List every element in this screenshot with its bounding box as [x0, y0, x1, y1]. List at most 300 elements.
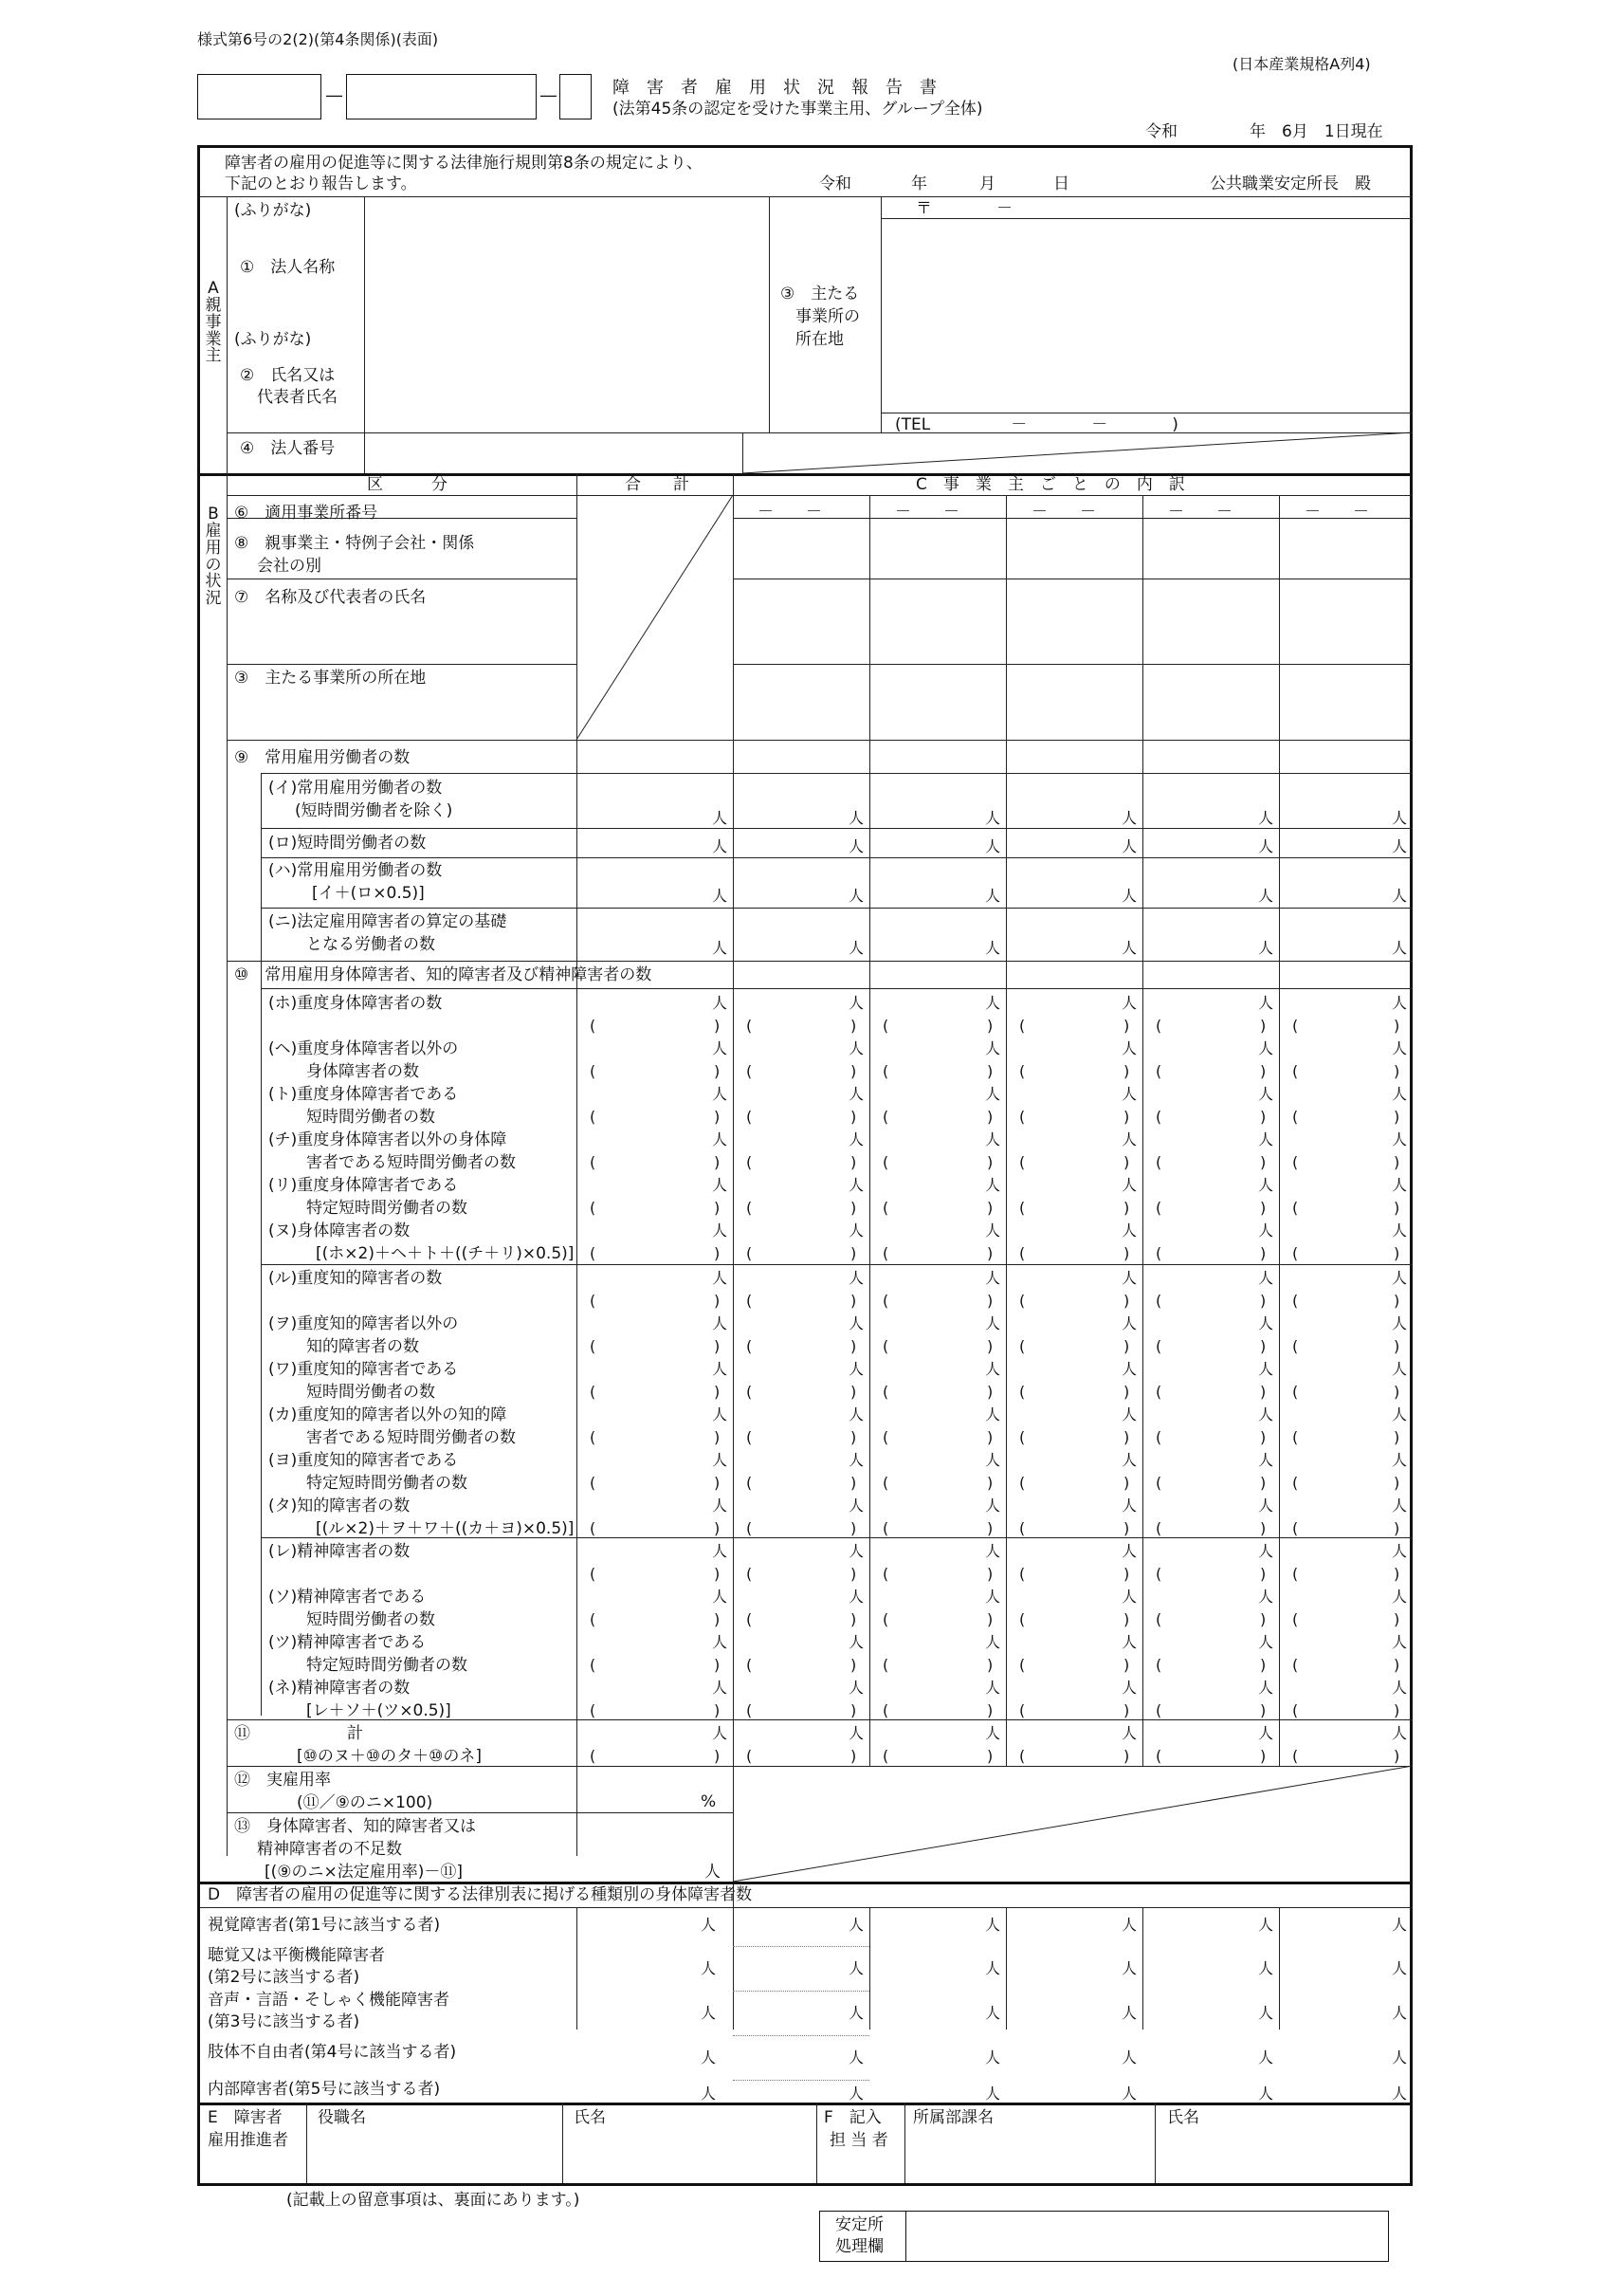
row-tsu-label-2: 特定短時間労働者の数	[306, 1656, 467, 1675]
unit-person: 人	[1258, 809, 1274, 827]
paren-close: )	[714, 1108, 721, 1126]
paren-close: )	[987, 1108, 994, 1126]
paren-open: (	[1292, 1017, 1299, 1035]
f-label-2: 担 当 者	[830, 2131, 888, 2150]
paren-open: (	[746, 1656, 753, 1674]
unit-person: 人	[1392, 1679, 1408, 1697]
e-label-1: E 障害者	[208, 2108, 283, 2127]
unit-person: 人	[1258, 1269, 1274, 1287]
paren-close: )	[1123, 1244, 1130, 1262]
row-wa-label-2: 短時間労働者の数	[306, 1383, 435, 1402]
unit-person: 人	[1122, 1360, 1138, 1378]
date-year: 年	[1250, 122, 1266, 141]
paren-close: )	[1260, 1244, 1267, 1262]
row-wo-label-2: 知的障害者の数	[306, 1337, 419, 1356]
paren-close: )	[1123, 1474, 1130, 1492]
paren-close: )	[1260, 1108, 1267, 1126]
paren-open: (	[1292, 1292, 1299, 1310]
paren-open: (	[1292, 1701, 1299, 1719]
row-to-label-1: (ト)重度身体障害者である	[268, 1085, 459, 1104]
unit-person: 人	[1122, 1497, 1138, 1515]
paren-close: )	[1394, 1199, 1400, 1217]
paren-close: )	[987, 1017, 994, 1035]
row-ha-label-1: (ハ)常用雇用労働者の数	[268, 861, 443, 880]
paren-open: (	[883, 1337, 889, 1355]
paren-open: (	[1292, 1337, 1299, 1355]
tel-field[interactable]: (TEL － － )	[895, 415, 1178, 434]
col-header-c: C 事 業 主 ご と の 内 訳	[916, 475, 1185, 494]
paren-close: )	[1260, 1656, 1267, 1674]
row-11-label-2: [⑩のヌ＋⑩のタ＋⑩のネ]	[297, 1747, 482, 1766]
unit-person: 人	[985, 1588, 1001, 1606]
unit-person: 人	[849, 1360, 865, 1378]
unit-person: 人	[985, 1959, 1001, 1977]
unit-person: 人	[1392, 1176, 1408, 1194]
paren-open: (	[1156, 1747, 1162, 1765]
row-yo-label-2: 特定短時間労働者の数	[306, 1474, 467, 1493]
paren-open: (	[883, 1244, 889, 1262]
paren-open: (	[746, 1337, 753, 1355]
unit-person: 人	[712, 1269, 728, 1287]
paren-open: (	[746, 1428, 753, 1446]
paren-open: (	[590, 1610, 596, 1628]
main-addr-label-3: 所在地	[795, 330, 844, 349]
row-he-label-2: 身体障害者の数	[306, 1062, 419, 1081]
furigana-2: (ふりがな)	[234, 330, 312, 349]
unit-person: 人	[1392, 1130, 1408, 1148]
unit-person: 人	[985, 1497, 1001, 1515]
row-10-label: ⑩ 常用雇用身体障害者、知的障害者及び精神障害者の数	[234, 965, 652, 984]
paren-close: )	[850, 1610, 857, 1628]
date-day: 6月 1日現在	[1282, 122, 1383, 141]
paren-open: (	[1156, 1701, 1162, 1719]
office-code-box-3[interactable]	[559, 74, 592, 119]
paren-open: (	[746, 1383, 753, 1401]
unit-person: 人	[985, 2048, 1001, 2066]
paren-close: )	[1123, 1337, 1130, 1355]
paren-open: (	[746, 1153, 753, 1171]
unit-person: 人	[712, 1039, 728, 1057]
paren-close: )	[1123, 1565, 1130, 1583]
paren-close: )	[1394, 1337, 1400, 1355]
paren-close: )	[850, 1474, 857, 1492]
main-addr-label-1: ③ 主たる	[780, 285, 860, 303]
paren-close: )	[850, 1747, 857, 1765]
unit-person: 人	[1122, 2048, 1138, 2066]
unit-person: 人	[1258, 1221, 1274, 1240]
office-no-dash: － －	[1032, 503, 1096, 522]
paren-open: (	[746, 1292, 753, 1310]
paren-close: )	[987, 1656, 994, 1674]
unit-person: 人	[849, 2004, 865, 2022]
report-table	[197, 145, 1413, 2186]
paren-close: )	[987, 1337, 994, 1355]
unit-person: 人	[1258, 1085, 1274, 1103]
paren-open: (	[746, 1062, 753, 1080]
d-hearing-label-1: 聴覚又は平衡機能障害者	[208, 1946, 385, 1965]
addressee: 公共職業安定所長 殿	[1210, 174, 1371, 193]
paren-open: (	[1156, 1337, 1162, 1355]
paren-close: )	[1260, 1337, 1267, 1355]
paren-open: (	[1019, 1519, 1026, 1537]
paren-open: (	[1019, 1610, 1026, 1628]
paren-close: )	[1123, 1610, 1130, 1628]
unit-person: 人	[1258, 2085, 1274, 2103]
paren-close: )	[1123, 1292, 1130, 1310]
paren-close: )	[714, 1747, 721, 1765]
row-i-label-2: (短時間労働者を除く)	[295, 801, 453, 820]
paren-close: )	[1260, 1610, 1267, 1628]
unit-person: 人	[712, 1497, 728, 1515]
unit-person: 人	[1258, 939, 1274, 957]
row-ka-label-1: (カ)重度知的障害者以外の知的障	[268, 1405, 507, 1424]
unit-person: 人	[1122, 1916, 1138, 1934]
paren-close: )	[987, 1383, 994, 1401]
paren-close: )	[1394, 1292, 1400, 1310]
paren-close: )	[850, 1383, 857, 1401]
paren-close: )	[714, 1153, 721, 1171]
unit-person: 人	[1258, 994, 1274, 1012]
furigana-1: (ふりがな)	[234, 201, 312, 220]
d-hearing-label-2: (第2号に該当する者)	[208, 1968, 360, 1987]
row-to-label-2: 短時間労働者の数	[306, 1108, 435, 1127]
f-label-1: F 記入	[824, 2108, 882, 2127]
row-ri-label-1: (リ)重度身体障害者である	[268, 1176, 459, 1195]
unit-person: 人	[712, 1130, 728, 1148]
paren-close: )	[1394, 1610, 1400, 1628]
unit-person: 人	[712, 1176, 728, 1194]
paren-close: )	[1394, 1656, 1400, 1674]
paren-open: (	[1292, 1610, 1299, 1628]
unit-person: 人	[849, 1221, 865, 1240]
paren-close: )	[714, 1337, 721, 1355]
postal-code[interactable]: 〒 －	[916, 199, 1013, 218]
unit-person: 人	[1122, 1542, 1138, 1560]
paren-open: (	[746, 1108, 753, 1126]
unit-person: 人	[712, 994, 728, 1012]
paren-close: )	[714, 1017, 721, 1035]
unit-person: 人	[1392, 1405, 1408, 1424]
paren-open: (	[1019, 1199, 1026, 1217]
unit-person: 人	[1258, 2004, 1274, 2022]
dash: ―	[326, 86, 342, 105]
unit-person: 人	[1392, 809, 1408, 827]
row-so-label-2: 短時間労働者の数	[306, 1610, 435, 1629]
unit-person: 人	[1122, 1679, 1138, 1697]
unit-person: 人	[849, 2048, 865, 2066]
unit-person: 人	[1122, 2085, 1138, 2103]
row-nu-label-2: [(ホ×2)＋ヘ＋ト＋((チ＋リ)×0.5)]	[316, 1244, 575, 1263]
paren-close: )	[1260, 1292, 1267, 1310]
paren-open: (	[883, 1656, 889, 1674]
unit-person: 人	[985, 939, 1001, 957]
dotted-divider	[733, 1946, 869, 1947]
paren-close: )	[987, 1062, 994, 1080]
corp-no-label: ④ 法人番号	[240, 439, 336, 458]
office-code-box-1[interactable]	[197, 74, 321, 119]
unit-person: 人	[985, 1405, 1001, 1424]
paren-open: (	[1156, 1610, 1162, 1628]
paren-close: )	[714, 1062, 721, 1080]
paren-close: )	[850, 1337, 857, 1355]
paren-close: )	[987, 1565, 994, 1583]
section-d-title: D 障害者の雇用の促進等に関する法律別表に掲げる種類別の身体障害者数	[208, 1885, 753, 1904]
paren-open: (	[883, 1153, 889, 1171]
paren-open: (	[590, 1474, 596, 1492]
paren-open: (	[1156, 1383, 1162, 1401]
unit-person: 人	[849, 939, 865, 957]
dash: ―	[540, 86, 557, 105]
f-dept-label: 所属部課名	[913, 2108, 994, 2127]
unit-person: 人	[1392, 1916, 1408, 1934]
unit-person: 人	[1258, 1588, 1274, 1606]
paren-close: )	[987, 1153, 994, 1171]
unit-person: 人	[1122, 1314, 1138, 1332]
office-no-dash: － －	[1168, 503, 1233, 522]
unit-person: 人	[1122, 887, 1138, 905]
unit-person: 人	[1258, 837, 1274, 855]
paren-close: )	[1123, 1701, 1130, 1719]
paren-open: (	[746, 1199, 753, 1217]
unit-person: 人	[849, 1130, 865, 1148]
paren-open: (	[883, 1199, 889, 1217]
paren-close: )	[987, 1292, 994, 1310]
paren-open: (	[1156, 1017, 1162, 1035]
unit-person: 人	[1122, 1221, 1138, 1240]
paren-close: )	[850, 1062, 857, 1080]
row-ha-label-2: [イ＋(ロ×0.5)]	[312, 884, 425, 903]
paren-close: )	[850, 1565, 857, 1583]
unit-person: 人	[1258, 1959, 1274, 1977]
paren-close: )	[714, 1428, 721, 1446]
unit-person: 人	[1392, 1497, 1408, 1515]
paren-open: (	[883, 1747, 889, 1765]
paren-open: (	[1156, 1153, 1162, 1171]
unit-person: 人	[1258, 1405, 1274, 1424]
paren-close: )	[1123, 1062, 1130, 1080]
col-header-total: 合 計	[625, 475, 689, 494]
standard-note: (日本産業規格A列4)	[1233, 55, 1371, 73]
unit-person: 人	[1392, 1451, 1408, 1469]
unit-person: 人	[1258, 1916, 1274, 1934]
paren-open: (	[746, 1565, 753, 1583]
section-b-label: B雇用の状況	[205, 505, 222, 609]
intro-line2: 下記のとおり報告します。	[225, 174, 417, 193]
paren-open: (	[1019, 1108, 1026, 1126]
paren-close: )	[987, 1244, 994, 1262]
unit-person: 人	[1392, 1085, 1408, 1103]
unit-person: 人	[985, 837, 1001, 855]
paren-open: (	[590, 1428, 596, 1446]
unit-person: 人	[1122, 1130, 1138, 1148]
paren-open: (	[590, 1519, 596, 1537]
paren-open: (	[883, 1062, 889, 1080]
paren-open: (	[1292, 1244, 1299, 1262]
unit-person: 人	[849, 1679, 865, 1697]
unit-person: 人	[1258, 1451, 1274, 1469]
unit-person: 人	[1122, 939, 1138, 957]
unit-person: 人	[1392, 1039, 1408, 1057]
row-re-label: (レ)精神障害者の数	[268, 1542, 411, 1561]
paren-open: (	[1292, 1199, 1299, 1217]
dotted-divider	[733, 1991, 869, 1992]
office-use-label-2: 処理欄	[835, 2237, 884, 2256]
office-code-box-2[interactable]	[346, 74, 537, 119]
unit-person: 人	[1392, 2048, 1408, 2066]
unit-person: 人	[1392, 2085, 1408, 2103]
unit-person: 人	[1258, 1039, 1274, 1057]
paren-close: )	[1123, 1383, 1130, 1401]
paren-close: )	[850, 1292, 857, 1310]
paren-close: )	[714, 1244, 721, 1262]
unit-person: 人	[1392, 887, 1408, 905]
unit-person: 人	[712, 1633, 728, 1651]
d-speech-label-2: (第3号に該当する者)	[208, 2012, 360, 2031]
unit-person: 人	[1392, 1314, 1408, 1332]
unit-person: 人	[985, 1269, 1001, 1287]
form-id: 様式第6号の2(2)(第4条関係)(表面)	[197, 30, 439, 48]
paren-close: )	[1260, 1519, 1267, 1537]
row-chi-label-1: (チ)重度身体障害者以外の身体障	[268, 1130, 507, 1149]
unit-person: 人	[1122, 2004, 1138, 2022]
row-he-label-1: (ヘ)重度身体障害者以外の	[268, 1039, 459, 1058]
row-12-label-2: (⑪／⑨のニ×100)	[297, 1793, 433, 1812]
unit-person: 人	[1122, 1176, 1138, 1194]
page-subtitle: (法第45条の認定を受けた事業主用、グループ全体)	[612, 100, 983, 119]
paren-close: )	[1260, 1017, 1267, 1035]
paren-close: )	[850, 1153, 857, 1171]
row-wo-label-1: (ヲ)重度知的障害者以外の	[268, 1314, 459, 1333]
paren-open: (	[590, 1747, 596, 1765]
row-11-label-1: ⑪ 計	[234, 1724, 363, 1743]
unit-person: 人	[1392, 1633, 1408, 1651]
unit-person: 人	[985, 1130, 1001, 1148]
unit-person: 人	[712, 1542, 728, 1560]
paren-open: (	[590, 1383, 596, 1401]
unit-person: 人	[1122, 837, 1138, 855]
paren-open: (	[883, 1108, 889, 1126]
section-a-label: A親事業主	[205, 279, 222, 366]
unit-person: 人	[849, 1085, 865, 1103]
row-13-label-1: ⑬ 身体障害者、知的障害者又は	[234, 1817, 476, 1836]
paren-open: (	[1156, 1199, 1162, 1217]
paren-close: )	[1394, 1474, 1400, 1492]
row-6-label: ⑥ 適用事業所番号	[234, 504, 378, 523]
paren-open: (	[746, 1701, 753, 1719]
paren-close: )	[1394, 1244, 1400, 1262]
unit-person: 人	[849, 1724, 865, 1742]
unit-person: 人	[1258, 1360, 1274, 1378]
row-ka-label-2: 害者である短時間労働者の数	[306, 1428, 516, 1447]
paren-close: )	[987, 1199, 994, 1217]
row-7-label: ⑦ 名称及び代表者の氏名	[234, 588, 427, 607]
row-yo-label-1: (ヨ)重度知的障害者である	[268, 1451, 459, 1470]
unit-person: 人	[1258, 1724, 1274, 1742]
intro-era: 令和	[819, 174, 851, 193]
row-13-label-2: 精神障害者の不足数	[257, 1840, 402, 1859]
paren-close: )	[1394, 1428, 1400, 1446]
paren-open: (	[590, 1199, 596, 1217]
unit-person: 人	[712, 887, 728, 905]
paren-open: (	[590, 1244, 596, 1262]
unit-person: 人	[985, 1724, 1001, 1742]
paren-open: (	[1019, 1383, 1026, 1401]
unit-person: 人	[1122, 1451, 1138, 1469]
unit-person: 人	[985, 1085, 1001, 1103]
paren-close: )	[1123, 1153, 1130, 1171]
row-chi-label-2: 害者である短時間労働者の数	[306, 1153, 516, 1172]
paren-close: )	[714, 1701, 721, 1719]
unit-person: 人	[985, 994, 1001, 1012]
unit-person: 人	[985, 1542, 1001, 1560]
paren-close: )	[850, 1519, 857, 1537]
paren-close: )	[1123, 1017, 1130, 1035]
unit-person: 人	[849, 1633, 865, 1651]
paren-close: )	[714, 1656, 721, 1674]
unit-person: 人	[985, 2004, 1001, 2022]
paren-open: (	[883, 1701, 889, 1719]
paren-open: (	[1156, 1062, 1162, 1080]
unit-person: 人	[701, 1916, 717, 1934]
intro-day: 日	[1053, 174, 1069, 193]
unit-person: 人	[849, 1542, 865, 1560]
paren-open: (	[1156, 1656, 1162, 1674]
paren-open: (	[1292, 1747, 1299, 1765]
unit-person: 人	[849, 1039, 865, 1057]
paren-close: )	[1394, 1565, 1400, 1583]
paren-close: )	[850, 1701, 857, 1719]
unit-person: 人	[849, 1451, 865, 1469]
paren-close: )	[1394, 1519, 1400, 1537]
e-label-2: 雇用推進者	[208, 2131, 288, 2150]
paren-close: )	[714, 1199, 721, 1217]
paren-close: )	[1394, 1153, 1400, 1171]
unit-person: 人	[985, 1221, 1001, 1240]
paren-open: (	[1019, 1017, 1026, 1035]
row-wa-label-1: (ワ)重度知的障害者である	[268, 1360, 459, 1379]
row-13-label-3: [(⑨のニ×法定雇用率)－⑪]	[265, 1863, 464, 1882]
paren-open: (	[883, 1474, 889, 1492]
unit-person: 人	[849, 809, 865, 827]
unit-person: 人	[1392, 1959, 1408, 1977]
row-12-label-1: ⑫ 実雇用率	[234, 1771, 331, 1790]
row-ni-label-1: (ニ)法定雇用障害者の算定の基礎	[268, 912, 507, 931]
unit-person: 人	[985, 1451, 1001, 1469]
row-i-label-1: (イ)常用雇用労働者の数	[268, 779, 443, 798]
paren-open: (	[746, 1519, 753, 1537]
unit-person: 人	[1392, 837, 1408, 855]
paren-close: )	[850, 1244, 857, 1262]
rep-name-label-1: ② 氏名又は	[240, 366, 336, 385]
unit-person: 人	[701, 2085, 717, 2103]
row-9-label: ⑨ 常用雇用労働者の数	[234, 748, 411, 767]
office-use-box	[819, 2211, 1389, 2262]
paren-close: )	[850, 1017, 857, 1035]
unit-person: 人	[849, 1176, 865, 1194]
unit-person: 人	[849, 1497, 865, 1515]
intro-month: 月	[979, 174, 995, 193]
d-visual-label: 視覚障害者(第1号に該当する者)	[208, 1916, 441, 1935]
paren-close: )	[1260, 1199, 1267, 1217]
unit-person: 人	[985, 1679, 1001, 1697]
paren-open: (	[1156, 1428, 1162, 1446]
paren-close: )	[714, 1383, 721, 1401]
unit-person: 人	[849, 887, 865, 905]
paren-close: )	[987, 1474, 994, 1492]
unit-person: 人	[1258, 1314, 1274, 1332]
paren-close: )	[1394, 1747, 1400, 1765]
unit-person: 人	[849, 1959, 865, 1977]
